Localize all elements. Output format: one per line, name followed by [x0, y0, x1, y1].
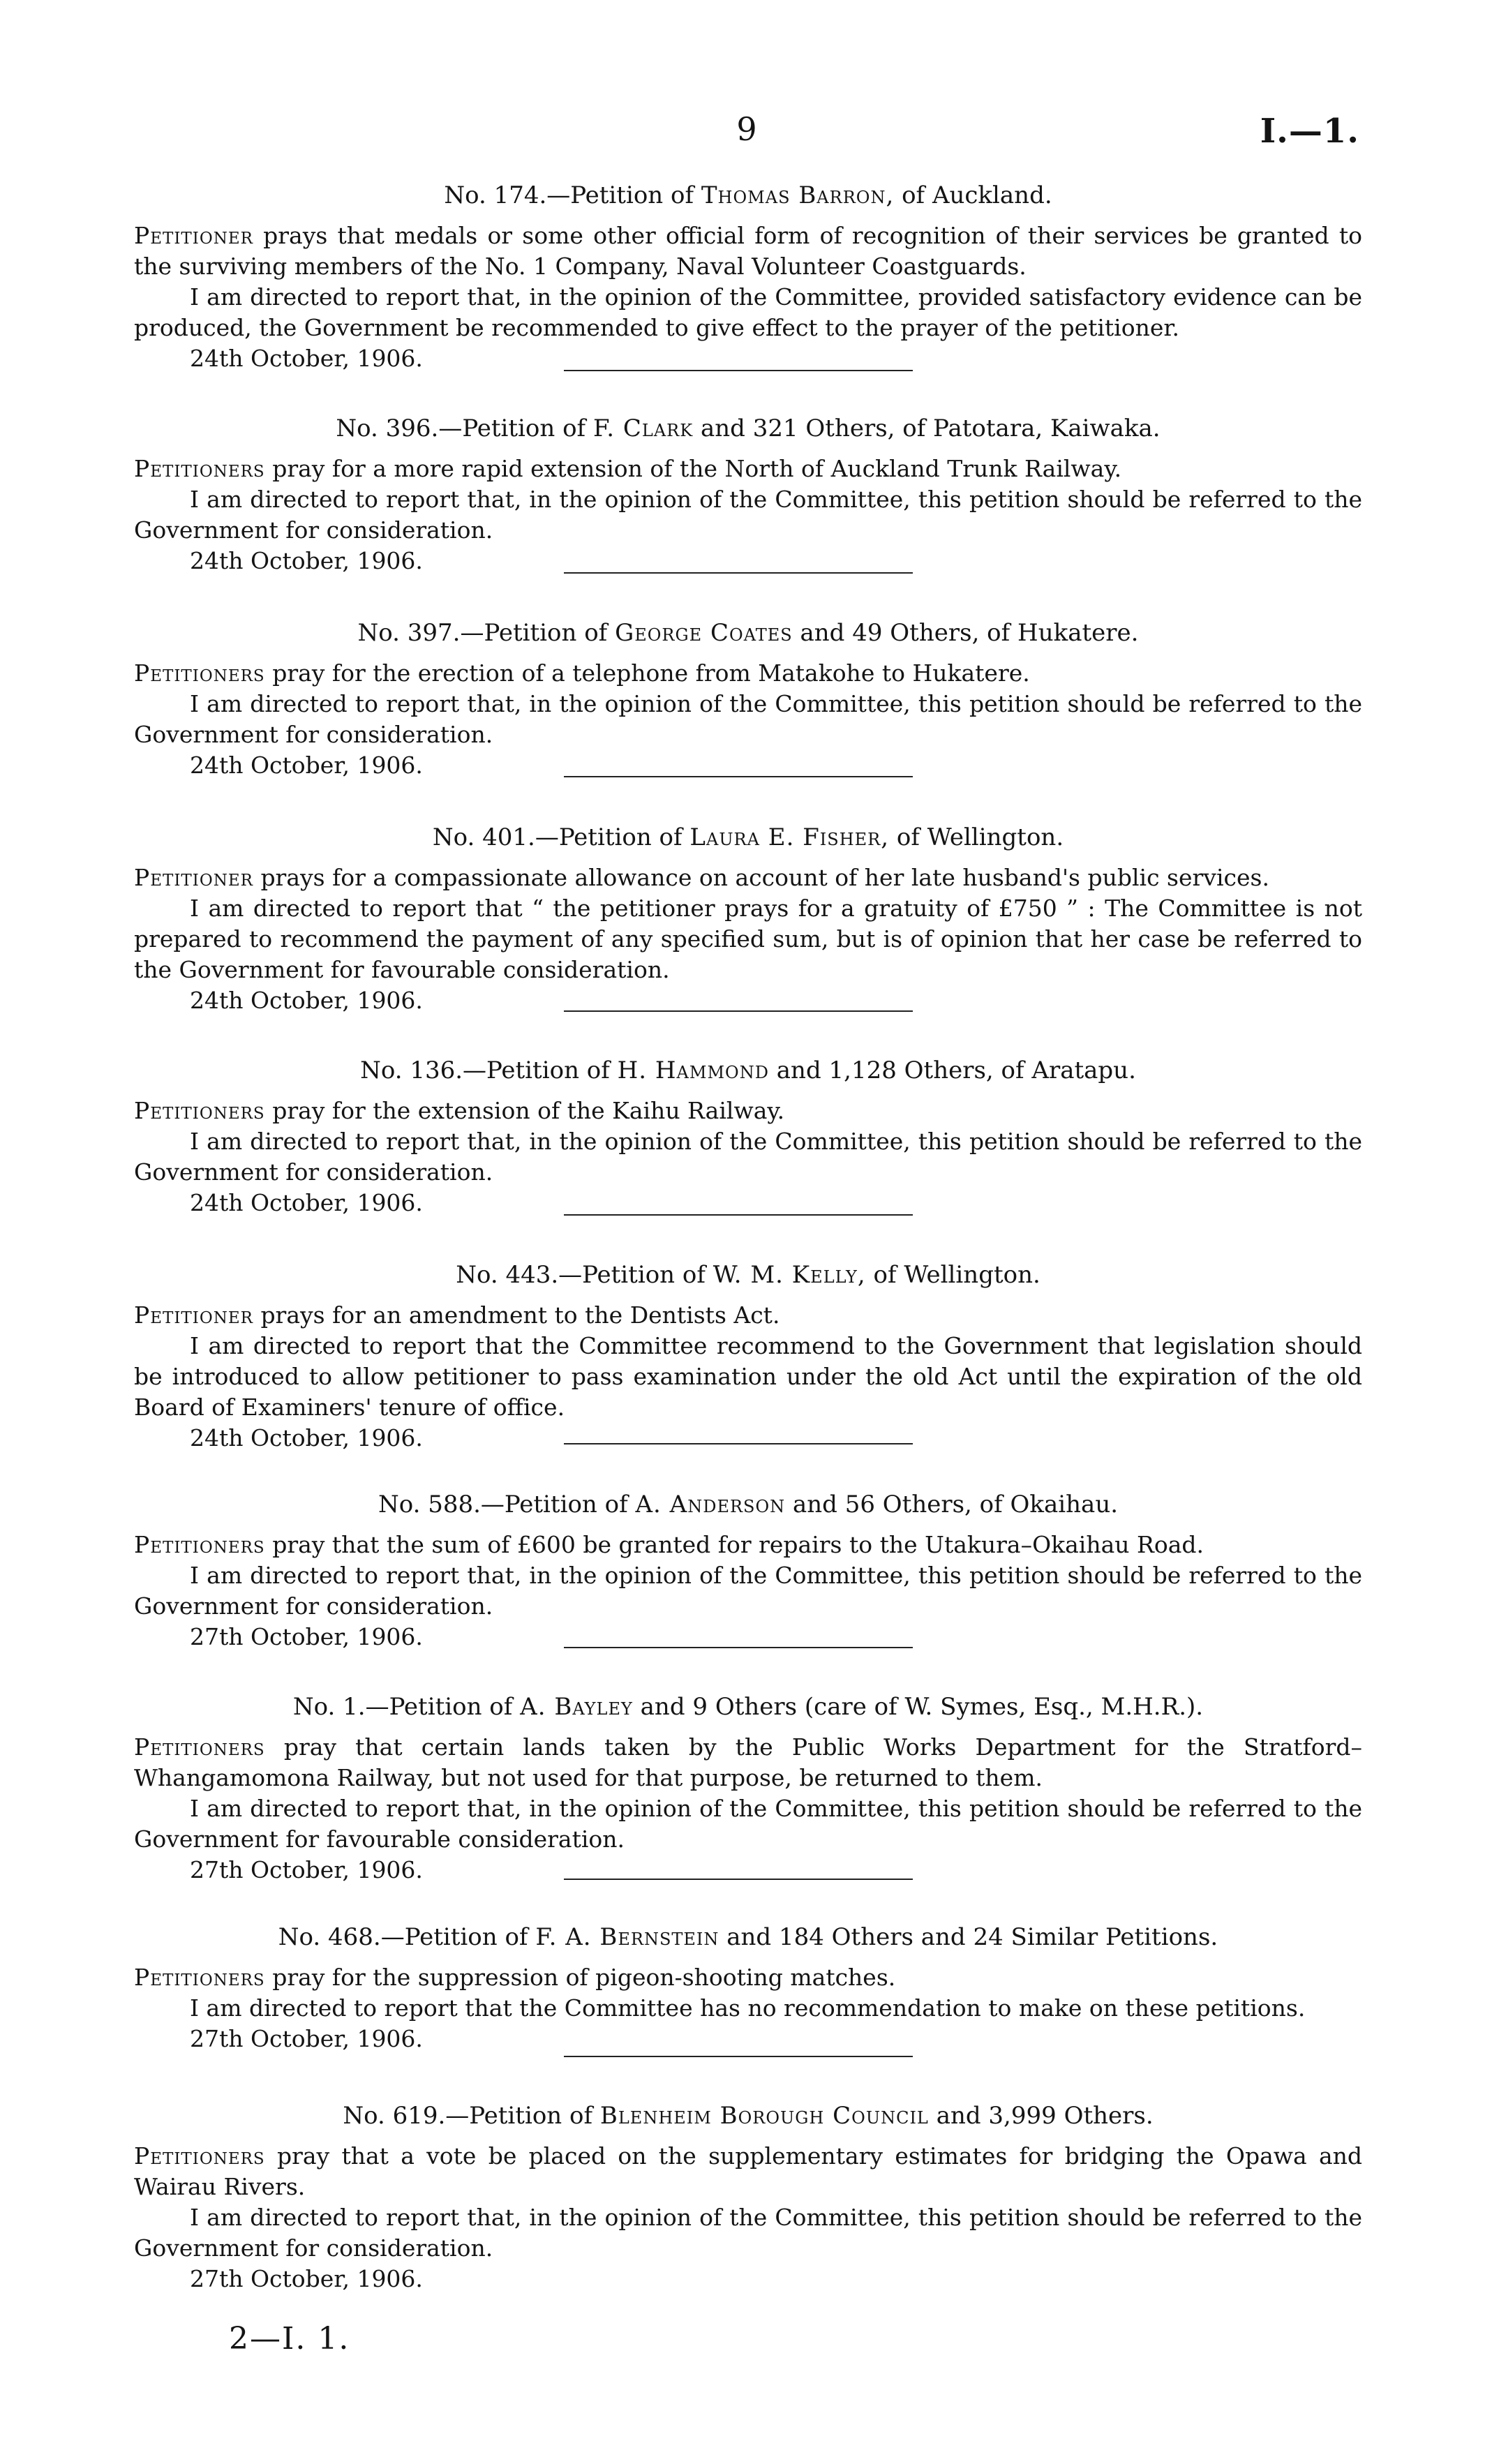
petitioner-name: F. Clark	[592, 415, 694, 442]
report-date: 24th October, 1906.	[190, 547, 423, 574]
petitioner-name: George Coates	[615, 619, 793, 647]
petition-heading	[134, 2100, 1362, 2131]
petition-place: of Wellington.	[896, 823, 1064, 851]
petition-number: No. 443.—Petition of	[456, 1261, 706, 1289]
report-date: 27th October, 1906.	[190, 2025, 423, 2052]
petition-prayer	[134, 221, 1362, 282]
petition-prayer	[134, 863, 1362, 893]
petitioner-name: A. Bayley	[520, 1693, 633, 1721]
report-date: 24th October, 1906.	[190, 1189, 423, 1216]
petition-entry	[134, 1055, 1362, 1218]
committee-report: I am directed to report that, in the opinion of the Committee, this petition should be referred to the Government for favourable consideration.	[134, 1795, 1362, 1853]
petition-prayer	[134, 454, 1362, 484]
petition-place: and 321 Others, of Patotara, Kaiwaka.	[700, 415, 1161, 442]
prayer-text: prays for an amendment to the Dentists Act.	[260, 1301, 780, 1329]
report-date: 27th October, 1906.	[190, 1623, 423, 1650]
prayer-text: pray for the erection of a telephone from Matakohe to Hukatere.	[272, 659, 1030, 687]
prayer-text: pray for a more rapid extension of the North of Auckland Trunk Railway.	[272, 455, 1122, 482]
committee-report: I am directed to report that, in the opinion of the Committee, provided satisfactory evidence can be produced, the Government be recommended to give effect to the prayer of the petitioner.	[134, 283, 1362, 341]
petition-heading	[134, 1055, 1362, 1086]
separator-rule	[564, 370, 913, 371]
petition-entry	[134, 1260, 1362, 1454]
petition-place: and 49 Others, of Hukatere.	[800, 619, 1139, 647]
petition-entry	[134, 618, 1362, 781]
petition-place: and 1,128 Others, of Aratapu.	[776, 1056, 1136, 1084]
prayer-lead: Petitioners	[134, 659, 265, 687]
separator-rule	[564, 572, 913, 574]
petition-number: No. 174.—Petition of	[444, 181, 694, 209]
report-date: 27th October, 1906.	[190, 1856, 423, 1883]
petition-heading	[134, 180, 1362, 211]
separator-rule	[564, 2056, 913, 2057]
prayer-lead: Petitioners	[134, 455, 265, 482]
prayer-text: pray that certain lands taken by the Public Works Department for the Stratford–Whangamomona Railway, but not used for that purpose, be returned to them.	[134, 1733, 1362, 1791]
prayer-text: prays for a compassionate allowance on account of her late husband's public services.	[260, 864, 1269, 891]
petition-number: No. 401.—Petition of	[432, 823, 682, 851]
petition-entry	[134, 822, 1362, 1016]
petition-heading	[134, 1922, 1362, 1952]
petition-number: No. 468.—Petition of	[278, 1923, 528, 1951]
petitioner-name: W. M. Kelly,	[713, 1261, 866, 1289]
separator-rule	[564, 1647, 913, 1648]
petition-place: of Auckland.	[902, 181, 1052, 209]
separator-rule	[564, 1010, 913, 1012]
committee-report: I am directed to report that, in the opinion of the Committee, this petition should be referred to the Government for consideration.	[134, 1128, 1362, 1186]
petition-entry	[134, 1922, 1362, 2054]
prayer-text: pray that a vote be placed on the supplementary estimates for bridging the Opawa and Wairau Rivers.	[134, 2142, 1362, 2200]
document-reference: I.—1.	[1260, 112, 1359, 151]
prayer-lead: Petitioners	[134, 1733, 265, 1761]
committee-report: I am directed to report that “ the petitioner prays for a gratuity of £750 ” : The Committee is not prepared to recommend the payment of any specified sum, but is of opinion that her case be referred to the Government for favourable consideration.	[134, 895, 1362, 983]
separator-rule	[564, 1443, 913, 1444]
petition-heading	[134, 413, 1362, 444]
petition-heading	[134, 1489, 1362, 1520]
signature-mark: 2—I. 1.	[229, 2321, 350, 2357]
petition-place: of Wellington.	[873, 1261, 1040, 1289]
page-number: 9	[736, 110, 757, 148]
petitioner-name: Blenheim Borough Council	[599, 2102, 929, 2130]
petition-entry	[134, 180, 1362, 374]
petition-number: No. 588.—Petition of	[378, 1491, 628, 1518]
petition-entry	[134, 1692, 1362, 1886]
committee-report: I am directed to report that the Committee has no recommendation to make on these petitions.	[190, 1994, 1306, 2022]
report-date: 24th October, 1906.	[190, 1424, 423, 1451]
petition-heading	[134, 822, 1362, 853]
petition-number: No. 396.—Petition of	[336, 415, 586, 442]
committee-report: I am directed to report that, in the opinion of the Committee, this petition should be referred to the Government for consideration.	[134, 1562, 1362, 1620]
petition-number: No. 619.—Petition of	[343, 2102, 593, 2130]
petition-prayer	[134, 2141, 1362, 2202]
petitioner-name: F. A. Bernstein	[535, 1923, 719, 1951]
prayer-lead: Petitioners	[134, 1097, 265, 1124]
petition-heading	[134, 1692, 1362, 1722]
committee-report: I am directed to report that, in the opinion of the Committee, this petition should be referred to the Government for consideration.	[134, 486, 1362, 544]
petition-place: and 56 Others, of Okaihau.	[792, 1491, 1119, 1518]
committee-report: I am directed to report that the Committee recommend to the Government that legislation should be introduced to allow petitioner to pass examination under the old Act until the expiration of the old Board of Examiners' tenure of office.	[134, 1332, 1362, 1421]
petition-number: No. 1.—Petition of	[292, 1693, 513, 1721]
committee-report: I am directed to report that, in the opinion of the Committee, this petition should be referred to the Government for consideration.	[134, 2204, 1362, 2262]
separator-rule	[564, 1214, 913, 1216]
report-date: 27th October, 1906.	[190, 2265, 423, 2292]
prayer-text: pray for the suppression of pigeon-shooting matches.	[272, 1964, 896, 1991]
committee-report: I am directed to report that, in the opinion of the Committee, this petition should be referred to the Government for consideration.	[134, 690, 1362, 748]
separator-rule	[564, 1879, 913, 1880]
prayer-text: prays that medals or some other official form of recognition of their services be granted to the surviving members of the No. 1 Company, Naval Volunteer Coastguards.	[134, 222, 1362, 280]
petitioner-name: H. Hammond	[617, 1056, 769, 1084]
prayer-text: pray for the extension of the Kaihu Railway.	[272, 1097, 785, 1124]
petitioner-name: Thomas Barron,	[701, 181, 895, 209]
petitioner-name: Laura E. Fisher,	[689, 823, 890, 851]
petition-prayer	[134, 1732, 1362, 1793]
petition-entry	[134, 413, 1362, 576]
prayer-text: pray that the sum of £600 be granted for repairs to the Utakura–Okaihau Road.	[272, 1531, 1204, 1558]
petition-number: No. 136.—Petition of	[360, 1056, 610, 1084]
petition-prayer	[134, 1096, 1362, 1126]
prayer-lead: Petitioner	[134, 222, 253, 249]
prayer-lead: Petitioners	[134, 1531, 265, 1558]
report-date: 24th October, 1906.	[190, 345, 423, 372]
report-date: 24th October, 1906.	[190, 987, 423, 1014]
petition-place: and 184 Others and 24 Similar Petitions.	[726, 1923, 1218, 1951]
prayer-lead: Petitioner	[134, 1301, 253, 1329]
prayer-lead: Petitioners	[134, 2142, 265, 2170]
petition-entry	[134, 2100, 1362, 2294]
petition-prayer	[134, 1962, 1362, 1993]
petition-prayer	[134, 1300, 1362, 1331]
separator-rule	[564, 776, 913, 777]
petition-prayer	[134, 1530, 1362, 1560]
petition-number: No. 397.—Petition of	[357, 619, 608, 647]
report-date: 24th October, 1906.	[190, 752, 423, 779]
petition-place: and 3,999 Others.	[936, 2102, 1154, 2130]
petition-heading	[134, 1260, 1362, 1290]
petition-heading	[134, 618, 1362, 648]
petition-entry	[134, 1489, 1362, 1652]
petition-place: and 9 Others (care of W. Symes, Esq., M.H.R.).	[640, 1693, 1204, 1721]
petitioner-name: A. Anderson	[635, 1491, 786, 1518]
prayer-lead: Petitioner	[134, 864, 253, 891]
prayer-lead: Petitioners	[134, 1964, 265, 1991]
petition-prayer	[134, 658, 1362, 689]
